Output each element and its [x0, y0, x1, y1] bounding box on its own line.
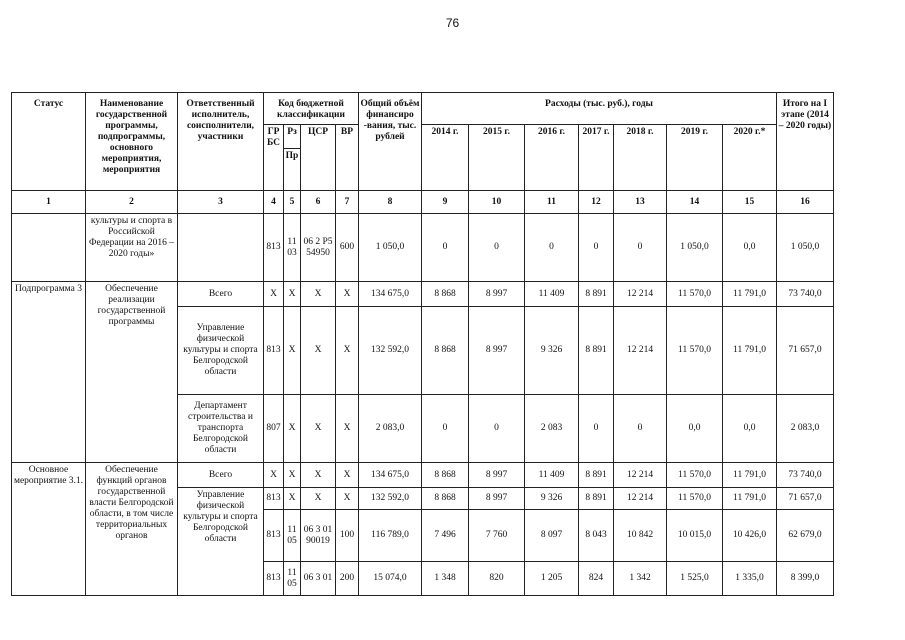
program-name-cell: Обеспечение реализации государственной программы — [86, 282, 178, 463]
column-number: 10 — [469, 191, 525, 214]
table-row — [12, 214, 834, 282]
year-2018-cell: 10 842 — [614, 510, 667, 562]
year-2015-cell: 0 — [469, 395, 525, 463]
year-2020-cell: 10 426,0 — [723, 510, 777, 562]
rzpr-cell: X — [284, 488, 301, 510]
stage-total-cell: 73 740,0 — [777, 282, 834, 307]
year-2018-cell: 12 214 — [614, 463, 667, 488]
year-2014-cell: 7 496 — [422, 510, 469, 562]
header-status: Статус — [12, 93, 86, 191]
column-number: 4 — [264, 191, 284, 214]
program-name-cell: культуры и спорта в Российской Федерации на 2016 – 2020 годы» — [86, 214, 178, 282]
year-2015-cell: 8 997 — [469, 282, 525, 307]
total-cell: 2 083,0 — [359, 395, 422, 463]
column-number: 1 — [12, 191, 86, 214]
header-total-stage: Итого на I этапе (2014 – 2020 годы) — [777, 93, 834, 191]
column-number: 5 — [284, 191, 301, 214]
header-year-2017: 2017 г. — [579, 125, 614, 191]
grbs-cell: X — [264, 282, 284, 307]
column-number: 11 — [525, 191, 579, 214]
header-rz: Рз — [284, 125, 301, 149]
program-name-cell: Обеспечение функций органов государственной власти Белгородской области, в том числе территориальных органов — [86, 463, 178, 596]
executor-cell: Управление физической культуры и спорта Белгородской области — [178, 488, 264, 596]
page-number: 76 — [445, 16, 460, 30]
header-name: Наименование государственной программы, подпрограммы, основного мероприятия, мероприятия — [86, 93, 178, 191]
stage-total-cell: 8 399,0 — [777, 562, 834, 596]
year-2019-cell: 11 570,0 — [667, 463, 723, 488]
executor-cell: Департамент строительства и транспорта Белгородской области — [178, 395, 264, 463]
csr-cell: X — [301, 395, 336, 463]
csr-cell: 06 2 P5 54950 — [301, 214, 336, 282]
year-2015-cell: 8 997 — [469, 488, 525, 510]
year-2015-cell: 8 997 — [469, 463, 525, 488]
rzpr-cell: 11 05 — [284, 562, 301, 596]
header-grbs: ГР БС — [264, 125, 284, 191]
stage-total-cell: 1 050,0 — [777, 214, 834, 282]
year-2020-cell: 11 791,0 — [723, 307, 777, 395]
vr-cell: X — [336, 395, 359, 463]
header-year-2018: 2018 г. — [614, 125, 667, 191]
header-total-volume: Общий объём финансиро -вания, тыс. рублей — [359, 93, 422, 191]
year-2015-cell: 0 — [469, 214, 525, 282]
csr-cell: 06 3 01 — [301, 562, 336, 596]
column-number: 15 — [723, 191, 777, 214]
year-2014-cell: 0 — [422, 395, 469, 463]
year-2016-cell: 11 409 — [525, 463, 579, 488]
status-cell: Основное мероприятие 3.1. — [12, 463, 86, 596]
year-2017-cell: 8 891 — [579, 307, 614, 395]
year-2017-cell: 8 043 — [579, 510, 614, 562]
csr-cell: X — [301, 488, 336, 510]
vr-cell: X — [336, 282, 359, 307]
year-2015-cell: 820 — [469, 562, 525, 596]
column-number: 7 — [336, 191, 359, 214]
vr-cell: X — [336, 463, 359, 488]
year-2017-cell: 824 — [579, 562, 614, 596]
csr-cell: X — [301, 307, 336, 395]
rzpr-cell: X — [284, 282, 301, 307]
year-2016-cell: 1 205 — [525, 562, 579, 596]
year-2019-cell: 10 015,0 — [667, 510, 723, 562]
year-2016-cell: 9 326 — [525, 488, 579, 510]
column-number: 12 — [579, 191, 614, 214]
year-2019-cell: 11 570,0 — [667, 307, 723, 395]
year-2014-cell: 8 868 — [422, 282, 469, 307]
grbs-cell: 813 — [264, 488, 284, 510]
year-2014-cell: 8 868 — [422, 488, 469, 510]
year-2014-cell: 1 348 — [422, 562, 469, 596]
rzpr-cell: X — [284, 463, 301, 488]
year-2016-cell: 11 409 — [525, 282, 579, 307]
year-2014-cell: 8 868 — [422, 463, 469, 488]
year-2020-cell: 11 791,0 — [723, 463, 777, 488]
year-2019-cell: 11 570,0 — [667, 282, 723, 307]
year-2018-cell: 0 — [614, 214, 667, 282]
header-year-2016: 2016 г. — [525, 125, 579, 191]
header-pr: Пр — [284, 149, 301, 191]
year-2019-cell: 0,0 — [667, 395, 723, 463]
total-cell: 1 050,0 — [359, 214, 422, 282]
column-number: 14 — [667, 191, 723, 214]
executor-cell: Всего — [178, 282, 264, 307]
rzpr-cell: X — [284, 307, 301, 395]
grbs-cell: 813 — [264, 214, 284, 282]
year-2018-cell: 0 — [614, 395, 667, 463]
vr-cell: X — [336, 307, 359, 395]
header-budget-code: Код бюджетной классификации — [264, 93, 359, 125]
header-year-2019: 2019 г. — [667, 125, 723, 191]
year-2016-cell: 9 326 — [525, 307, 579, 395]
vr-cell: 200 — [336, 562, 359, 596]
column-number: 2 — [86, 191, 178, 214]
rzpr-cell: 11 05 — [284, 510, 301, 562]
total-cell: 15 074,0 — [359, 562, 422, 596]
executor-cell: Всего — [178, 463, 264, 488]
rzpr-cell: X — [284, 395, 301, 463]
year-2016-cell: 0 — [525, 214, 579, 282]
year-2016-cell: 8 097 — [525, 510, 579, 562]
year-2019-cell: 11 570,0 — [667, 488, 723, 510]
year-2017-cell: 0 — [579, 214, 614, 282]
grbs-cell: 813 — [264, 510, 284, 562]
column-number: 9 — [422, 191, 469, 214]
year-2017-cell: 8 891 — [579, 488, 614, 510]
stage-total-cell: 62 679,0 — [777, 510, 834, 562]
header-executor: Ответственный исполнитель, соисполнители, участники — [178, 93, 264, 191]
rzpr-cell: 11 03 — [284, 214, 301, 282]
csr-cell: X — [301, 282, 336, 307]
grbs-cell: X — [264, 463, 284, 488]
year-2017-cell: 8 891 — [579, 463, 614, 488]
stage-total-cell: 71 657,0 — [777, 307, 834, 395]
year-2015-cell: 7 760 — [469, 510, 525, 562]
table-row — [12, 282, 834, 307]
year-2014-cell: 8 868 — [422, 307, 469, 395]
total-cell: 132 592,0 — [359, 307, 422, 395]
year-2019-cell: 1 050,0 — [667, 214, 723, 282]
grbs-cell: 807 — [264, 395, 284, 463]
column-number: 6 — [301, 191, 336, 214]
total-cell: 134 675,0 — [359, 463, 422, 488]
year-2014-cell: 0 — [422, 214, 469, 282]
column-number: 8 — [359, 191, 422, 214]
status-cell: Подпрограмма 3 — [12, 282, 86, 463]
total-cell: 116 789,0 — [359, 510, 422, 562]
year-2019-cell: 1 525,0 — [667, 562, 723, 596]
header-year-2015: 2015 г. — [469, 125, 525, 191]
grbs-cell: 813 — [264, 562, 284, 596]
year-2018-cell: 1 342 — [614, 562, 667, 596]
year-2020-cell: 0,0 — [723, 395, 777, 463]
executor-cell — [178, 214, 264, 282]
column-number: 13 — [614, 191, 667, 214]
executor-cell: Управление физической культуры и спорта Белгородской области — [178, 307, 264, 395]
column-number: 3 — [178, 191, 264, 214]
table-row — [12, 463, 834, 488]
header-year-2014: 2014 г. — [422, 125, 469, 191]
header-vr: ВР — [336, 125, 359, 191]
year-2018-cell: 12 214 — [614, 282, 667, 307]
header-csr: ЦСР — [301, 125, 336, 191]
year-2020-cell: 11 791,0 — [723, 282, 777, 307]
year-2020-cell: 1 335,0 — [723, 562, 777, 596]
total-cell: 134 675,0 — [359, 282, 422, 307]
header-year-2020: 2020 г.* — [723, 125, 777, 191]
stage-total-cell: 71 657,0 — [777, 488, 834, 510]
total-cell: 132 592,0 — [359, 488, 422, 510]
header-expenses: Расходы (тыс. руб.), годы — [422, 93, 777, 125]
stage-total-cell: 2 083,0 — [777, 395, 834, 463]
year-2017-cell: 8 891 — [579, 282, 614, 307]
year-2017-cell: 0 — [579, 395, 614, 463]
year-2016-cell: 2 083 — [525, 395, 579, 463]
year-2020-cell: 0,0 — [723, 214, 777, 282]
stage-total-cell: 73 740,0 — [777, 463, 834, 488]
csr-cell: 06 3 01 90019 — [301, 510, 336, 562]
csr-cell: X — [301, 463, 336, 488]
year-2018-cell: 12 214 — [614, 488, 667, 510]
vr-cell: 600 — [336, 214, 359, 282]
grbs-cell: 813 — [264, 307, 284, 395]
vr-cell: 100 — [336, 510, 359, 562]
year-2020-cell: 11 791,0 — [723, 488, 777, 510]
vr-cell: X — [336, 488, 359, 510]
year-2015-cell: 8 997 — [469, 307, 525, 395]
column-number: 16 — [777, 191, 834, 214]
status-cell — [12, 214, 86, 282]
budget-table — [11, 92, 834, 596]
year-2018-cell: 12 214 — [614, 307, 667, 395]
